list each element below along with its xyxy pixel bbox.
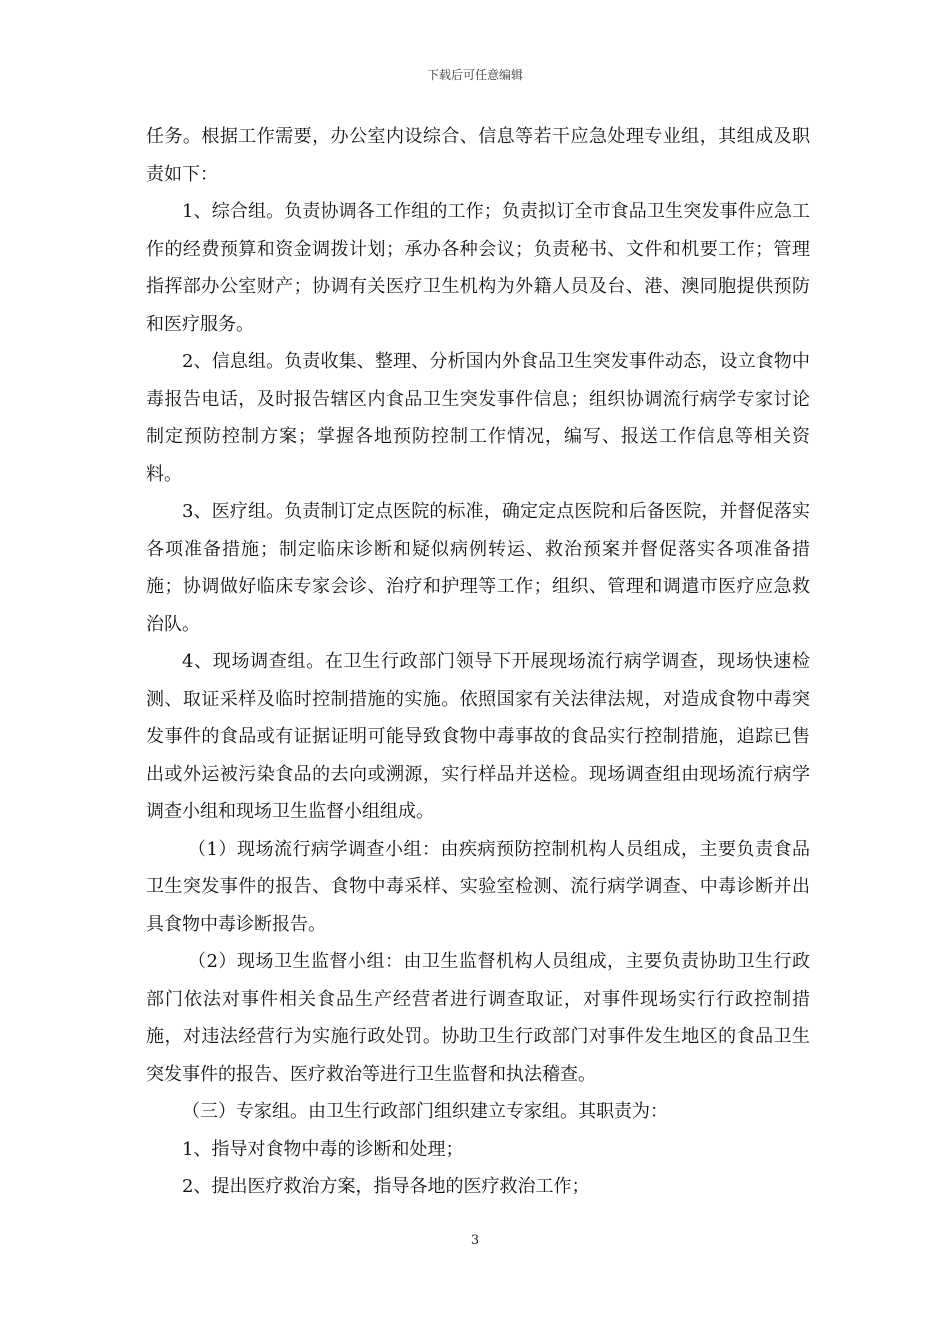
- paragraph-general-group: 1、综合组。负责协调各工作组的工作；负责拟订全市食品卫生突发事件应急工作的经费预算和资金调拨计划；承办各种会议；负责秘书、文件和机要工作；管理指挥部办公室财产；协调有关医疗卫生机构为外籍人员及台、港、澳同胞提供预防和医疗服务。: [146, 201, 810, 335]
- document-body: [146, 118, 810, 1206]
- page-number: 3: [470, 1233, 480, 1248]
- paragraph-supervision-subgroup: （2）现场卫生监督小组：由卫生监督机构人员组成，主要负责协助卫生行政部门依法对事件相关食品生产经营者进行调查取证，对事件现场实行行政控制措施，对违法经营行为实施行政处罚。协助卫生行政部门对事件发生地区的食品卫生突发事件的报告、医疗救治等进行卫生监督和执法稽查。: [146, 951, 810, 1085]
- header-note: 下载后可任意编辑: [426, 68, 523, 82]
- paragraph-expert-duty-1: 1、指导对食物中毒的诊断和处理；: [182, 1138, 464, 1160]
- paragraph-epidemiology-subgroup: （1）现场流行病学调查小组：由疾病预防控制机构人员组成，主要负责食品卫生突发事件的报告、食物中毒采样、实验室检测、流行病学调查、中毒诊断并出具食物中毒诊断报告。: [146, 838, 810, 935]
- paragraph-continuation: 任务。根据工作需要，办公室内设综合、信息等若干应急处理专业组，其组成及职责如下：: [146, 126, 810, 185]
- paragraph-field-investigation-group: 4、现场调查组。在卫生行政部门领导下开展现场流行病学调查，现场快速检测、取证采样及临时控制措施的实施。依照国家有关法律法规，对造成食物中毒突发事件的食品或有证据证明可能导致食物中毒事故的食品实行控制措施，追踪已售出或外运被污染食品的去向或溯源，实行样品并送检。现场调查组由现场流行病学调查小组和现场卫生监督小组组成。: [146, 651, 810, 822]
- paragraph-information-group: 2、信息组。负责收集、整理、分析国内外食品卫生突发事件动态，设立食物中毒报告电话，及时报告辖区内食品卫生突发事件信息；组织协调流行病学专家讨论制定预防控制方案；掌握各地预防控制工作情况，编写、报送工作信息等相关资料。: [146, 351, 810, 485]
- paragraph-expert-duty-2: 2、提出医疗救治方案，指导各地的医疗救治工作；: [182, 1176, 590, 1197]
- paragraph-medical-group: 3、医疗组。负责制订定点医院的标准，确定定点医院和后备医院，并督促落实各项准备措施；制定临床诊断和疑似病例转运、救治预案并督促落实各项准备措施；协调做好临床专家会诊、治疗和护理等工作；组织、管理和调遣市医疗应急救治队。: [146, 501, 810, 635]
- paragraph-expert-group: （三）专家组。由卫生行政部门组织建立专家组。其职责为：: [182, 1101, 668, 1122]
